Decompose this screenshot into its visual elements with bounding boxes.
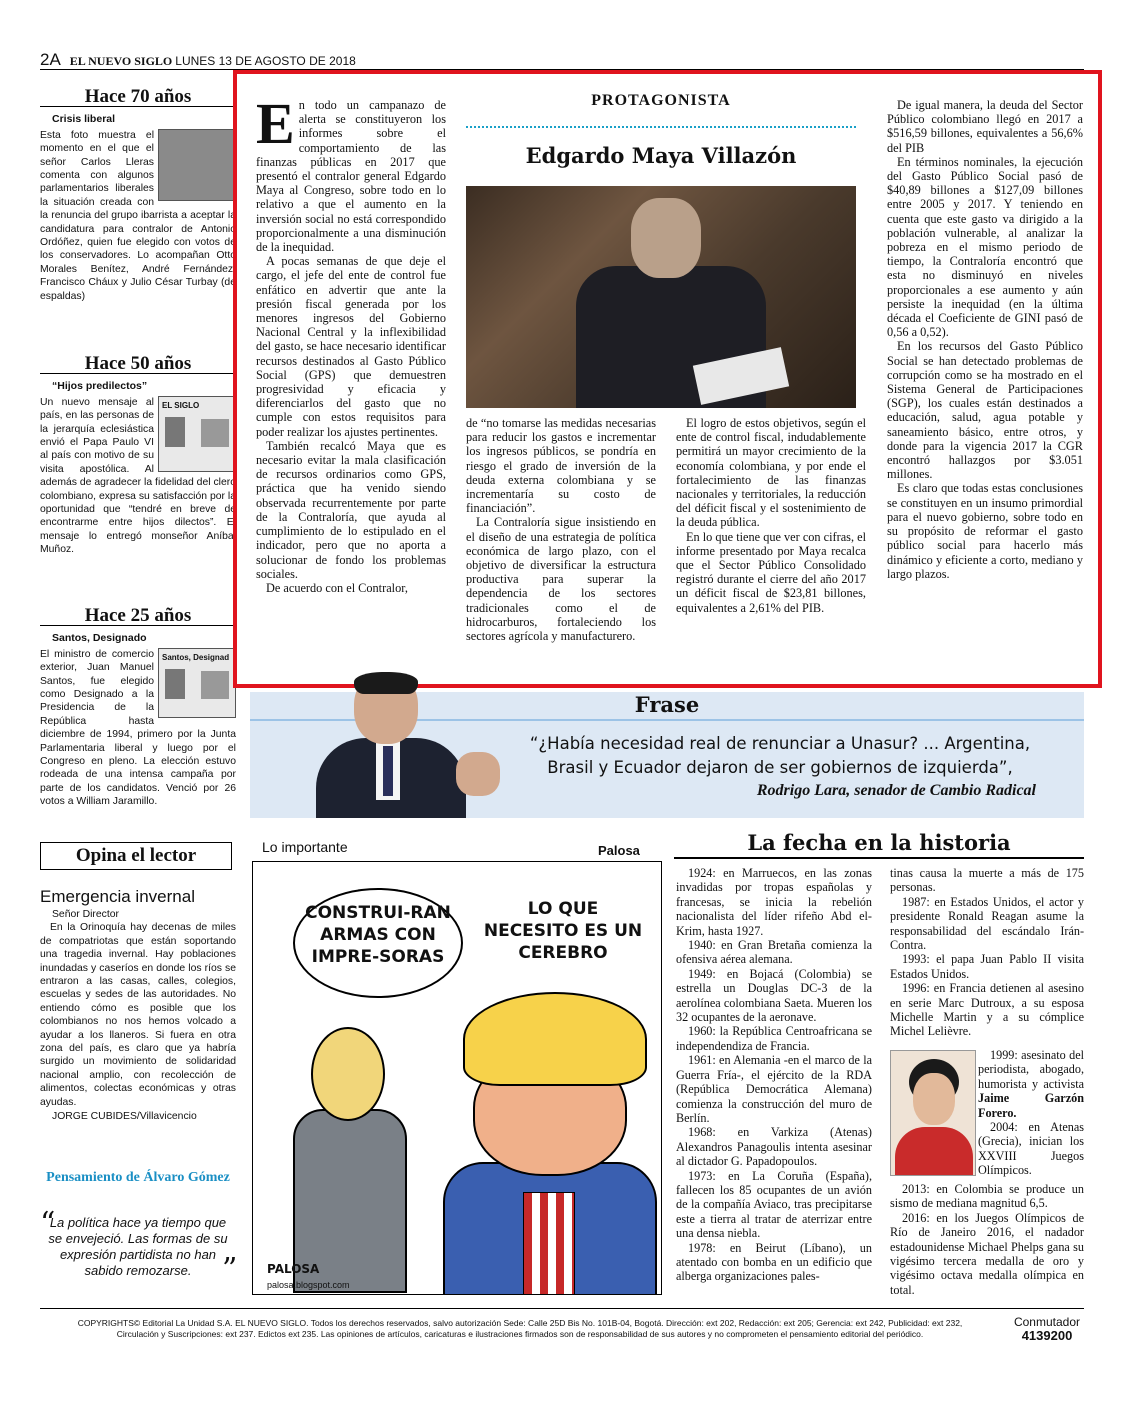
fecha-entry: 1940: en Gran Bretaña comienza la ofensiva aérea alemana. bbox=[676, 938, 872, 967]
fecha-rule bbox=[674, 857, 1084, 859]
cartoon-panel bbox=[252, 861, 662, 1295]
page-header bbox=[40, 50, 356, 70]
fecha-entry: 1949: en Bojacá (Colombia) se estrella un Douglas DC-3 de la aerolínea colombiana Saeta. Mueren los 32 ocupantes de la aeronave. bbox=[676, 966, 872, 1025]
hace-50-clipping-label: EL SIGLO bbox=[162, 400, 200, 410]
garzon-photo bbox=[890, 1050, 976, 1176]
fecha-col-2-wrap bbox=[978, 1048, 1084, 1178]
hace-25-clipping bbox=[158, 648, 236, 718]
drop-cap: E bbox=[256, 91, 295, 156]
fecha-entry: 2013: en Colombia se produce un sismo de mediana magnitud 6,5. bbox=[890, 1182, 1084, 1211]
switchboard-label: Conmutador bbox=[1013, 1315, 1081, 1329]
fecha-heading: La fecha en la historia bbox=[747, 830, 1011, 855]
fecha-entry: 1993: el papa Juan Pablo II visita Estados Unidos. bbox=[890, 952, 1084, 981]
cartoon-character-right bbox=[433, 992, 662, 1295]
feature-col-2 bbox=[466, 416, 656, 643]
switchboard bbox=[1010, 1316, 1084, 1343]
hace-50-title: “Hijos predilectos” bbox=[52, 380, 148, 393]
fecha-col-2-bottom bbox=[890, 1182, 1084, 1297]
letter-signature: JORGE CUBIDES/Villavicencio bbox=[52, 1111, 197, 1123]
cartoon-label: Lo importante bbox=[262, 839, 348, 855]
cartoon-signature: PALOSA bbox=[267, 1262, 320, 1276]
frase-quote: “¿Había necesidad real de renunciar a Unasur? ... Argentina, Brasil y Ecuador dejaron de ser gobiernos de izquierda”, bbox=[529, 734, 1031, 777]
switchboard-number: 4139200 bbox=[1021, 1328, 1073, 1343]
hace-50-clipping bbox=[158, 396, 236, 472]
feature-paragraph: La Contraloría sigue insistiendo en el diseño de una estrategia de política económica de largo plazo, con el objetivo de diversificar la estructura productiva para superar la dependencia de los sectores tradicionales como el de hidrocarburos, fortaleciendo los sectores agrícola y manufacturero. bbox=[466, 515, 656, 644]
hace-50-heading: Hace 50 años bbox=[40, 357, 236, 374]
feature-col-1 bbox=[256, 91, 446, 595]
feature-paragraph: A pocas semanas de que deje el cargo, el jefe del ente de control fue enfático en advertir que ante la presión fiscal generada por los menores ingresos del Gobierno Nacional Central y la inflexibilidad del gasto, se hace necesario identificar recursos destinados al Gasto Público Social (GPS) que demuestren progresividad y eficacia y diferenciarlos del gasto que no cumple con estos requisitos para poder realizar los ajustes pertinentes. bbox=[256, 254, 446, 439]
hace-25-title: Santos, Designado bbox=[52, 632, 147, 645]
feature-paragraph: Es claro que todas estas conclusiones se constituyen en un insumo primordial para el nuevo gobierno, sobre todo en su propósito de reformar el gasto público social para hacerlo más dinámico y eficiente a corto, mediano y largo plazos. bbox=[887, 481, 1083, 581]
pensamiento-heading: Pensamiento de Álvaro Gómez bbox=[46, 1170, 230, 1185]
fecha-entry: 1973: en La Coruña (España), fallecen los 85 ocupantes de un avión de la compañía Aviaco, tras precipitarse este a tierra al tratar de aterrizar entre una densa niebla. bbox=[676, 1168, 872, 1241]
fecha-entry: 1961: en Alemania -en el marco de la Guerra Fría-, el ejército de la RDA (República Democrática Alemana) comienza la construcción del muro de Berlín. bbox=[676, 1053, 872, 1125]
hace-70-title: Crisis liberal bbox=[52, 113, 116, 126]
cartoon-character-left bbox=[293, 1027, 403, 1287]
hace-70-section bbox=[40, 86, 236, 303]
letter-body bbox=[40, 908, 236, 1124]
hace-25-clipping-label: Santos, Designad bbox=[162, 652, 230, 662]
fecha-entry: 1987: en Estados Unidos, el actor y presidente Ronald Reagan asume la responsabilidad del escándalo Irán-Contra. bbox=[890, 894, 1084, 953]
feature-paragraph: En lo que tiene que ver con cifras, el informe presentado por Maya recalca que el Sector Público Consolidado registró durante el cierre del año 2017 un déficit fiscal de $23,81 billones, equivalentes a 2,61% del PIB. bbox=[676, 529, 866, 615]
feature-col-3 bbox=[676, 416, 866, 615]
feature-headline: Edgardo Maya Villazón bbox=[525, 143, 797, 168]
speech-bubble-left: CONSTRUI-RAN ARMAS CON IMPRE-SORAS bbox=[293, 888, 463, 998]
hace-25-section bbox=[40, 605, 236, 809]
feature-paragraph: En términos nominales, la ejecución del Gasto Público Social pasó de $40,89 billones a $127,09 billones entre 2005 y 2017. Y teniendo en cuenta que este gasto va dirigido a la población vulnerable, al analizar la pobreza en el mismo periodo de tiempo, la Contraloría encontró que esta no disminuyó en niveles proporcionales a ese aumento y aún persiste la inequidad (en la última década el Coeficiente de GINI pasó de 0,56 a 0,52). bbox=[887, 154, 1083, 340]
hace-70-heading: Hace 70 años bbox=[40, 90, 236, 107]
pensamiento-quote: La política hace ya tiempo que se envejeció. Las formas de su expresión partidista no han sabido remozarse. bbox=[48, 1215, 228, 1278]
feature-lead-paragraph: E n todo un campanazo de alerta se constituyeron los informes sobre el comportamiento de las finanzas públicas en 2017 que presentó el contralor general Edgardo Maya al Congreso, sobre todo en lo relativo a que el aumento en la inversión social no está correspondido proporcionalmente a una disminución de la inequidad. bbox=[256, 91, 446, 255]
hace-50-section bbox=[40, 353, 236, 557]
letter-title: Emergencia invernal bbox=[40, 887, 195, 906]
opina-heading: Opina el lector bbox=[40, 842, 232, 870]
fecha-entry: 1968: en Varkiza (Atenas) Alexandros Panagoulis intenta asesinar al dictador G. Papadopoulos. bbox=[676, 1125, 872, 1169]
hace-25-heading: Hace 25 años bbox=[40, 609, 236, 626]
cartoon-url: palosa.blogspot.com bbox=[267, 1280, 350, 1290]
feature-paragraph: De acuerdo con el Contralor, bbox=[266, 580, 408, 595]
feature-paragraph: El logro de estos objetivos, según el ente de control fiscal, indudablemente permitirá un mayor crecimiento de la economía colombiana, y por ende el fortalecimiento de las finanzas nacionales y territoriales, la reducción del déficit fiscal y el sostenimiento de la deuda pública. bbox=[676, 416, 866, 530]
fecha-entry: 1999: asesinato del periodista, abogado, humorista y activista Jaime Garzón Forero. bbox=[978, 1048, 1084, 1120]
letter-text: En la Orinoquía hay decenas de miles de compatriotas que están soportando una tragedia invernal. Hay poblaciones inundadas y caseríos en donde los ríos se entraron a las casas, calles, colegios, escuelas y sedes de las autoridades. No entiendo cómo es posible que los colombianos no nos hemos volcado a ayudar a los llaneros. Si fuera en otra zona del país, es claro que ya habría surgido un movimiento de solidaridad nacional amplio, con recolección de alimentos, colectas económicas y otras ayudas. bbox=[40, 922, 236, 1108]
feature-col-4 bbox=[887, 98, 1083, 581]
paper-name: EL NUEVO SIGLO bbox=[69, 54, 173, 68]
fecha-entry: 2004: en Atenas (Grecia), inician los XXVIII Juegos Olímpicos. bbox=[978, 1120, 1084, 1178]
hace-70-text: Esta foto muestra el momento en el que el señor Carlos Lleras comenta con algunos parlamentarios liberales la situación creada con la renuncia del grupo ibarrista a aceptar la candidatura para contralor de Antonio Ordóñez, quien fue elegido con votos de los conservadores. Lo acompañan Otto Morales Benítez, André Fernández, Francisco Cháux y Julio César Turbay (de espaldas) bbox=[40, 129, 236, 302]
fecha-entry: 1978: en Beirut (Líbano), un atentado con bomba en un edificio que alberga organizaciones pales- bbox=[676, 1240, 872, 1284]
section-kicker: PROTAGONISTA bbox=[591, 92, 731, 109]
fecha-entry: 1960: la República Centroafricana se independendiza de Francia. bbox=[676, 1024, 872, 1053]
fecha-entry: 1996: en Francia detienen al asesino en serie Marc Dutroux, a su esposa Michelle Martin y a su cómplice Michel Lelièvre. bbox=[890, 981, 1084, 1039]
issue-date: LUNES 13 DE AGOSTO DE 2018 bbox=[175, 54, 356, 68]
footer-copyright: COPYRIGHTS© Editorial La Unidad S.A. EL NUEVO SIGLO. Todos los derechos reservados, salvo autorización Sede: Calle 25D Bis No. 101B-04, Bogotá. Dirección: ext 202, Redacción: ext 205; Gerencia: ext 242, Publicidad: ext 232, Circulación y Suscripciones: ext 237. Edictos ext 235. Las opiniones de artículos, caricaturas e ilustraciones firmados son de responsabilidad de sus autores y no comprometen el pensamiento editorial del periódico. bbox=[77, 1318, 963, 1339]
letter-salutation: Señor Director bbox=[52, 909, 119, 920]
frase-author: Rodrigo Lara, senador de Cambio Radical bbox=[756, 782, 1036, 799]
feature-photo bbox=[466, 186, 856, 408]
footer-rule bbox=[40, 1308, 1084, 1309]
feature-paragraph: En los recursos del Gasto Público Social se han detectado problemas de corrupción como se ha mostrado en el Sistema General de Participaciones (SGP), los cuales están destinados a educación, salud, agua potable y saneamiento básico, entre otros, y donde para la vigencia 2017 la CGR encontró hallazgos por $3.051 millones. bbox=[887, 339, 1083, 482]
feature-paragraph: De igual manera, la deuda del Sector Público colombiano llegó en 2017 a $516,59 billones, equivalentes a 56,6% del PIB bbox=[887, 98, 1083, 155]
fecha-entry: tinas causa la muerte a más de 175 personas. bbox=[890, 866, 1084, 895]
hace-50-text: Un nuevo mensaje al país, en las personas de la jerarquía eclesiástica envió el Papa Paulo VI al país con motivo de su visita apostólica. Al además de agradecer la fidelidad del clero colombiano, expresa su satisfacción por la oportunidad que “tendré en breve de encontrarme entre hijos dilectos”. El mensaje lo entregó monseñor Aníbal Muñoz. bbox=[40, 396, 236, 556]
hace-25-text: El ministro de comercio exterior, Juan Manuel Santos, fue elegido como Designado a la Presidencia de la República hasta diciembre de 1994, primero por la Junta Parlamentaria liberal y luego por el Congreso en pleno. La elección estuvo rodeada de una intensa campaña por parte de los candidatos. Venció por 26 votos a William Jaramillo. bbox=[40, 648, 236, 808]
fecha-entry: 2016: en los Juegos Olímpicos de Río de Janeiro 2016, el nadador estadounidense Michael Phelps gana su vigésimo tercera medalla de oro y vigésimo octava medalla olímpica en total. bbox=[890, 1210, 1084, 1297]
fecha-col-1 bbox=[676, 866, 872, 1284]
feature-paragraph: También recalcó Maya que es necesario evitar la mala clasificación de recursos ordinarios como GPS, práctica que ha venido siendo observada recurrentemente por parte de la Contraloría, que ayuda al cumplimiento de lo estipulado en el indicador, pero que no aporta a solucionar de fondo los problemas sociales. bbox=[256, 438, 446, 581]
page-number: 2A bbox=[40, 50, 61, 69]
fecha-col-2-top bbox=[890, 866, 1084, 1039]
cartoon-author: Palosa bbox=[598, 843, 640, 858]
feature-paragraph: de “no tomarse las medidas necesarias para reducir los gastos e incrementar los ingresos públicos, se pondría en riesgo el grado de inversión de la deuda externa colombiana y se incrementaría su costo de financiación”. bbox=[466, 416, 656, 516]
frase-photo bbox=[306, 672, 506, 818]
fecha-entry: 1924: en Marruecos, en las zonas invadidas por tropas españolas y francesas, se inicia la rebelión nacionalista del líder rifeño Abd el-Krim, hasta 1927. bbox=[676, 866, 872, 938]
frase-heading: Frase bbox=[250, 692, 1084, 721]
speech-bubble-right: LO QUE NECESITO ES UN CEREBRO bbox=[483, 898, 643, 978]
dotted-divider bbox=[466, 126, 856, 128]
hace-70-photo bbox=[158, 129, 236, 201]
